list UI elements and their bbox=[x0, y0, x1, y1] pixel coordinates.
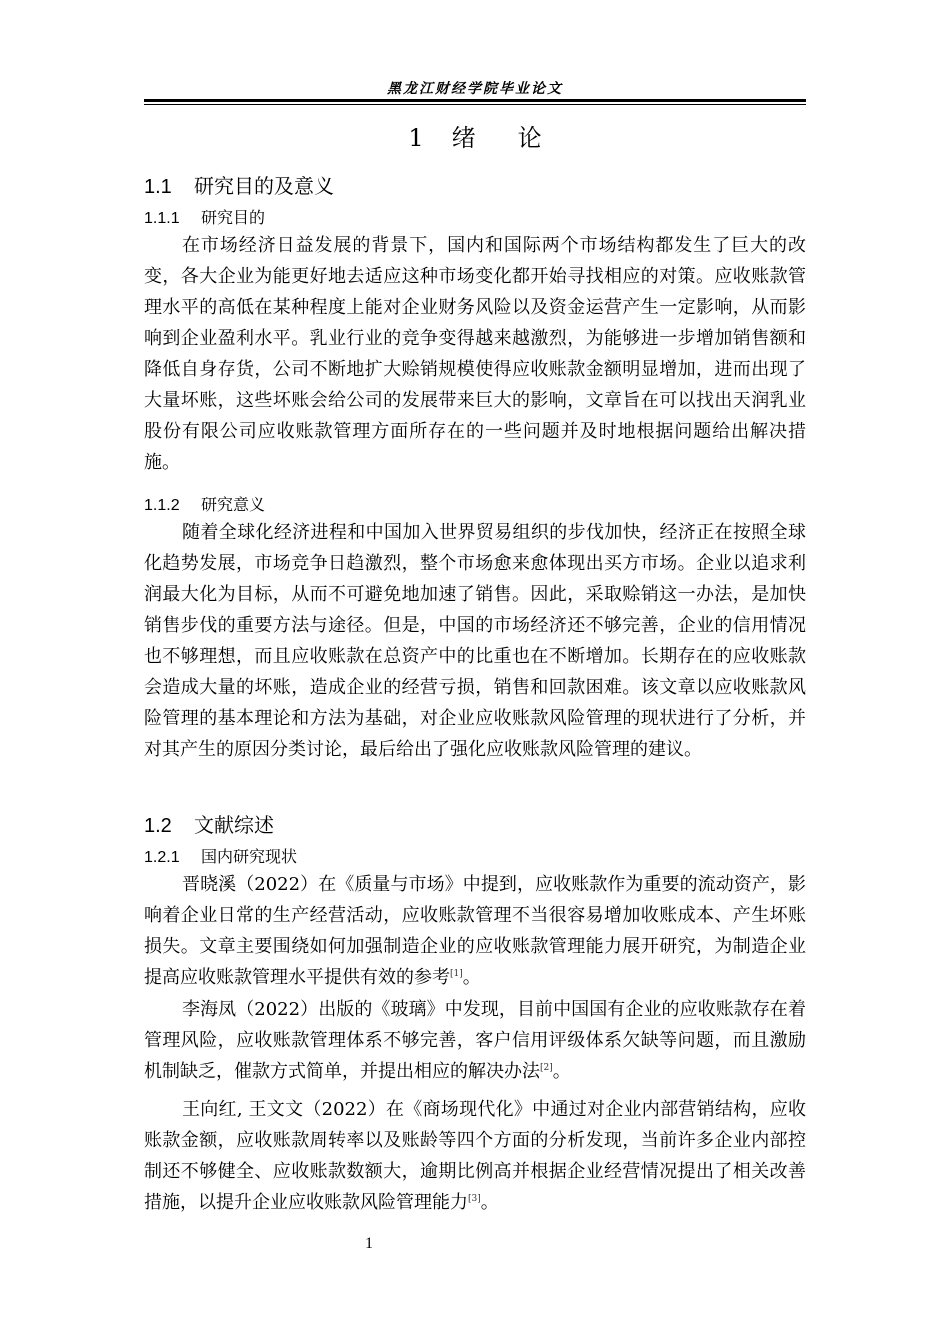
section-heading-1-2 bbox=[144, 809, 274, 838]
chapter-title bbox=[144, 118, 806, 153]
page-number: 1 bbox=[365, 1235, 373, 1252]
paragraph-end: 。 bbox=[552, 1061, 571, 1082]
citation-ref: [1] bbox=[450, 969, 463, 979]
paragraph-literature-2 bbox=[144, 994, 806, 1087]
subsection-number: 1.1.2 bbox=[144, 497, 180, 514]
paragraph-text: 李海凤（2022）出版的《玻璃》中发现，目前中国国有企业的应收账款存在着管理风险，应收账款管理体系不够完善，客户信用评级体系欠缺等问题，而且激励机制缺乏，催款方式简单，并提出相应的解决办法 bbox=[144, 999, 806, 1082]
subsection-heading-1-1-2 bbox=[144, 492, 265, 515]
paragraph-end: 。 bbox=[462, 967, 481, 988]
paragraph-text: 王向红, 王文文（2022）在《商场现代化》中通过对企业内部营销结构，应收账款金额，应收账款周转率以及账龄等四个方面的分析发现，当前许多企业内部控制还不够健全、应收账款数额大，逾期比例高并根据企业经营情况提出了相关改善措施，以提升企业应收账款风险管理能力 bbox=[144, 1099, 806, 1213]
subsection-title: 研究意义 bbox=[201, 495, 266, 514]
subsection-title: 研究目的 bbox=[201, 208, 266, 227]
chapter-title-part-2: 论 bbox=[517, 124, 542, 152]
header-rule-thin bbox=[144, 104, 806, 105]
chapter-number: 1 bbox=[408, 124, 424, 152]
section-number: 1.2 bbox=[144, 815, 172, 837]
paragraph-end: 。 bbox=[480, 1192, 499, 1213]
subsection-title: 国内研究现状 bbox=[201, 847, 298, 866]
paragraph-literature-1 bbox=[144, 869, 806, 993]
citation-ref: [2] bbox=[540, 1063, 553, 1073]
section-title: 文献综述 bbox=[194, 813, 274, 837]
citation-ref: [3] bbox=[468, 1194, 481, 1204]
header-rule-thick bbox=[144, 99, 806, 102]
section-number: 1.1 bbox=[144, 176, 172, 198]
chapter-title-part-1: 绪 bbox=[451, 124, 476, 152]
paragraph-literature-3 bbox=[144, 1094, 806, 1218]
paragraph-research-purpose: 在市场经济日益发展的背景下，国内和国际两个市场结构都发生了巨大的改变，各大企业为能更好地去适应这种市场变化都开始寻找相应的对策。应收账款管理水平的高低在某种程度上能对企业财务风险以及资金运营产生一定影响，从而影响到企业盈利水平。乳业行业的竞争变得越来越激烈，为能够进一步增加销售额和降低自身存货，公司不断地扩大赊销规模使得应收账款金额明显增加，进而出现了大量坏账，这些坏账会给公司的发展带来巨大的影响，文章旨在可以找出天润乳业股份有限公司应收账款管理方面所存在的一些问题并及时地根据问题给出解决措施。 bbox=[144, 235, 806, 473]
subsection-heading-1-1-1 bbox=[144, 205, 265, 228]
section-heading-1-1 bbox=[144, 170, 334, 199]
section-title: 研究目的及意义 bbox=[194, 174, 334, 198]
running-header: 黑龙江财经学院毕业论文 bbox=[387, 81, 563, 97]
paragraph-research-significance: 随着全球化经济进程和中国加入世界贸易组织的步伐加快，经济正在按照全球化趋势发展，市场竞争日趋激烈，整个市场愈来愈体现出买方市场。企业以追求利润最大化为目标，从而不可避免地加速了销售。因此，采取赊销这一办法，是加快销售步伐的重要方法与途径。但是，中国的市场经济还不够完善，企业的信用情况也不够理想，而且应收账款在总资产中的比重也在不断增加。长期存在的应收账款会造成大量的坏账，造成企业的经营亏损，销售和回款困难。该文章以应收账款风险管理的基本理论和方法为基础，对企业应收账款风险管理的现状进行了分析，并对其产生的原因分类讨论，最后给出了强化应收账款风险管理的建议。 bbox=[144, 522, 806, 760]
subsection-heading-1-2-1 bbox=[144, 844, 297, 867]
subsection-number: 1.1.1 bbox=[144, 210, 180, 227]
paragraph-text: 晋晓溪（2022）在《质量与市场》中提到，应收账款作为重要的流动资产，影响着企业日常的生产经营活动，应收账款管理不当很容易增加收账成本、产生坏账损失。文章主要围绕如何加强制造企业的应收账款管理能力展开研究，为制造企业提高应收账款管理水平提供有效的参考 bbox=[144, 874, 806, 988]
subsection-number: 1.2.1 bbox=[144, 849, 180, 866]
